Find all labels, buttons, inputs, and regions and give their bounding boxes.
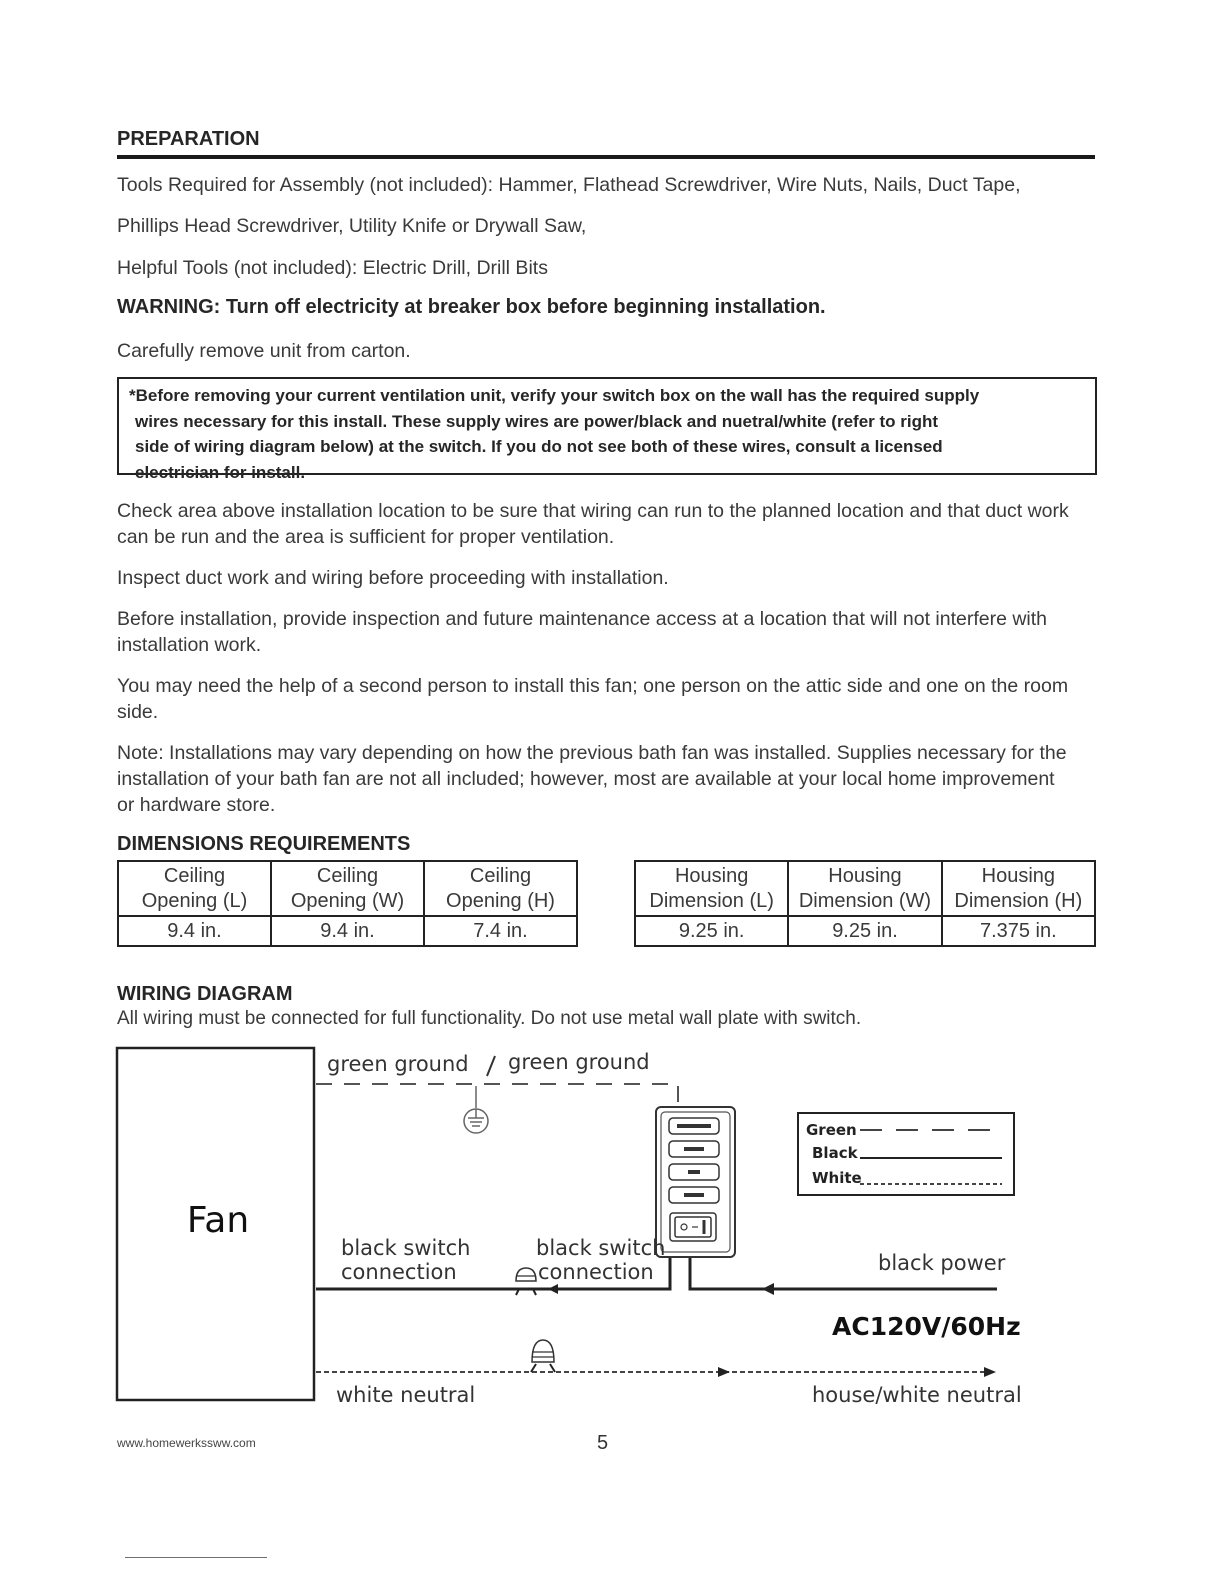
legend-green-label: Green — [806, 1121, 857, 1139]
legend-white-label: White — [812, 1169, 862, 1187]
inspect-text: Inspect duct work and wiring before proceeding with installation. — [117, 567, 669, 589]
before-install-text: Before installation, provide inspection and future maintenance access at a location that will not interfere with installation work. — [117, 608, 1048, 656]
page-number: 5 — [597, 1432, 609, 1454]
notice-line: side of wiring diagram below) at the switch. If you do not see both of these wires, consult a licensed — [135, 437, 943, 456]
notice-line: electrician for install. — [135, 462, 306, 482]
black-switch-connection-label: black switch — [341, 1236, 471, 1260]
table-value-cell: 9.4 in. — [271, 916, 424, 946]
legend-black-label: Black — [812, 1144, 858, 1162]
arrow-right-icon — [718, 1367, 730, 1377]
wiring-subtext: All wiring must be connected for full functionality. Do not use metal wall plate with switch. — [117, 1008, 862, 1029]
dimensions-heading: DIMENSIONS REQUIREMENTS — [117, 833, 411, 855]
table-header-cell: Ceiling Opening (W) — [271, 861, 424, 916]
preparation-heading: PREPARATION — [117, 128, 260, 150]
green-ground-left-label: green ground — [327, 1052, 469, 1076]
black-switch-connection-label: black switch — [536, 1236, 666, 1260]
slash-divider — [487, 1056, 495, 1076]
table-value-cell: 7.375 in. — [942, 916, 1095, 946]
warning-text: WARNING: Turn off electricity at breaker box before beginning installation. — [117, 296, 826, 318]
table-header-cell: Housing Dimension (L) — [635, 861, 788, 916]
voltage-label: AC120V/60Hz — [832, 1312, 1021, 1341]
table-header-cell: Ceiling Opening (H) — [424, 861, 577, 916]
table-header-cell: Housing Dimension (H) — [942, 861, 1095, 916]
notice-line: *Before removing your current ventilation unit, verify your switch box on the wall has the required supply — [129, 386, 980, 405]
wire-nut-icon — [516, 1268, 536, 1295]
footer-url: www.homewerkssww.com — [117, 1436, 256, 1450]
arrow-left-icon — [548, 1284, 558, 1294]
arrow-right-icon — [984, 1367, 996, 1377]
table-value-cell: 9.4 in. — [118, 916, 271, 946]
fan-label: Fan — [186, 1200, 250, 1241]
green-ground-wire — [316, 1084, 678, 1108]
table-value-cell: 7.4 in. — [424, 916, 577, 946]
green-ground-right-label: green ground — [508, 1050, 650, 1074]
wire-legend — [798, 1113, 1014, 1195]
black-switch-connection-label: connection — [341, 1260, 457, 1284]
helpful-tools: Helpful Tools (not included): Electric Drill, Drill Bits — [117, 257, 548, 279]
white-neutral-label: white neutral — [336, 1383, 476, 1407]
table-header-cell: Housing Dimension (W) — [788, 861, 941, 916]
check-area-text: Check area above installation location to be sure that wiring can run to the planned location and that duct work can be run and the area is sufficient for proper ventilation. — [117, 500, 1069, 548]
table-header-cell: Ceiling Opening (L) — [118, 861, 271, 916]
tools-required-line2: Phillips Head Screwdriver, Utility Knife or Drywall Saw, — [117, 215, 587, 237]
bottom-rule — [125, 1557, 267, 1558]
remove-unit-text: Carefully remove unit from carton. — [117, 340, 411, 362]
wire-nut-icon — [531, 1340, 555, 1372]
notice-line: wires necessary for this install. These supply wires are power/black and nuetral/white (refer to right — [135, 411, 939, 431]
table-value-cell: 9.25 in. — [635, 916, 788, 946]
second-person-text: You may need the help of a second person to install this fan; one person on the attic side and one on the room side. — [117, 675, 1069, 723]
wall-switch-icon — [656, 1107, 735, 1257]
table-value-cell: 9.25 in. — [788, 916, 941, 946]
tools-required-line1: Tools Required for Assembly (not included): Hammer, Flathead Screwdriver, Wire Nuts, Nails, Duct Tape, — [117, 174, 1021, 196]
arrow-left-icon — [762, 1283, 774, 1295]
note-text: Note: Installations may vary depending on how the previous bath fan was installed. Supplies necessary for the installation of your bath fan are not all included; however, most are available at your local home improvement or hardware store. — [117, 742, 1067, 816]
wiring-heading: WIRING DIAGRAM — [117, 983, 293, 1005]
ground-symbol-icon — [464, 1086, 488, 1133]
black-power-label: black power — [878, 1251, 1006, 1275]
black-switch-connection-label: connection — [538, 1260, 654, 1284]
house-white-neutral-label: house/white neutral — [812, 1383, 1022, 1407]
